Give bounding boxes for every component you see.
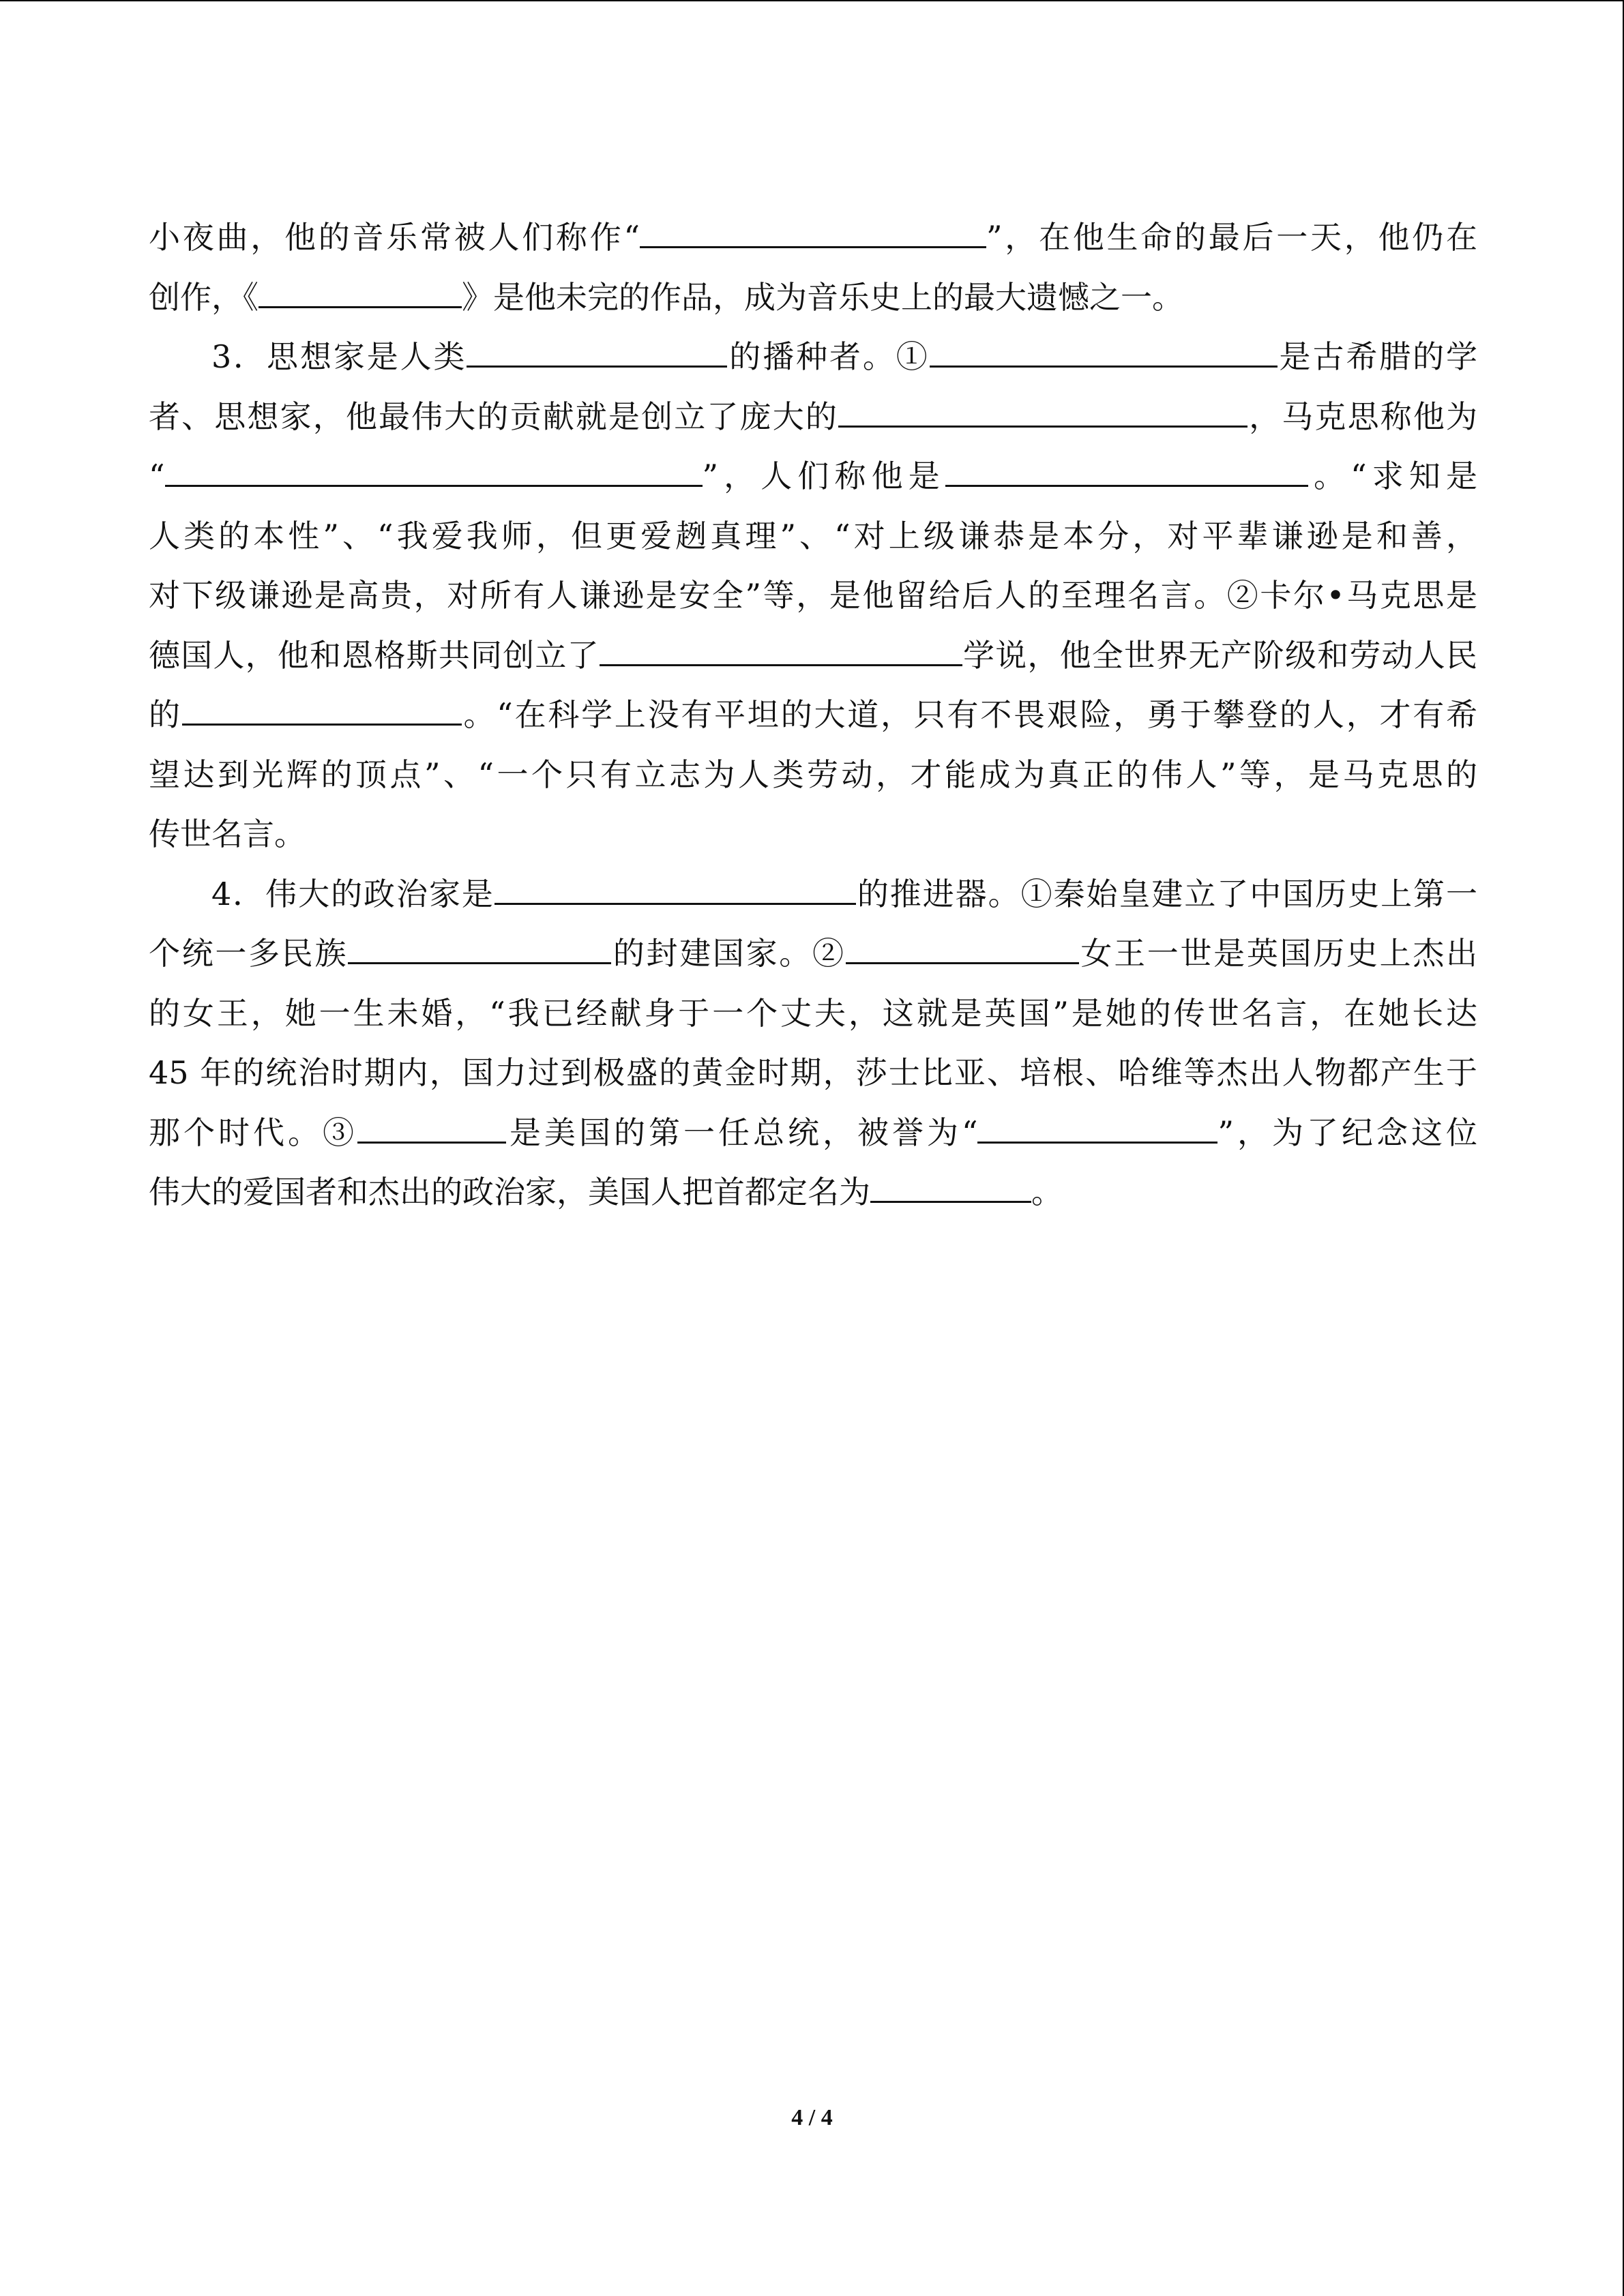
answer-blank[interactable] <box>182 689 462 726</box>
answer-blank[interactable] <box>348 928 611 964</box>
text-line: 小夜曲，他的音乐常被人们称作“ ”，在他生命的最后一天，他仍在 <box>149 208 1477 268</box>
answer-blank[interactable] <box>165 451 703 487</box>
answer-blank[interactable] <box>945 451 1308 487</box>
answer-blank[interactable] <box>467 331 727 368</box>
text-line: 传世名言。 <box>149 816 306 852</box>
page-number: 4 / 4 <box>791 2105 833 2130</box>
answer-blank[interactable] <box>977 1107 1217 1144</box>
text-line: 45 年的统治时期内，国力过到极盛的黄金时期，莎士比亚、培根、哈维等杰出人物都产生于 <box>149 1054 1477 1091</box>
answer-blank[interactable] <box>600 630 962 666</box>
worksheet-text <box>149 208 1477 1223</box>
answer-blank[interactable] <box>640 212 986 248</box>
answer-blank[interactable] <box>357 1107 506 1144</box>
answer-blank[interactable] <box>930 331 1278 368</box>
text-line: 那个时代。③ 是美国的第一任总统，被誉为“ ”，为了纪念这位 <box>149 1103 1477 1163</box>
text-line: 的女王，她一生未婚，“我已经献身于一个丈夫，这就是英国”是她的传世名言，在她长达 <box>149 994 1477 1032</box>
answer-blank[interactable] <box>838 391 1247 428</box>
text-line: 望达到光辉的顶点”、“一个只有立志为人类劳动，才能成为真正的伟人”等，是马克思的 <box>149 756 1477 793</box>
text-line: 德国人，他和恩格斯共同创立了 学说，他全世界无产阶级和劳动人民 <box>149 626 1477 686</box>
question-3-start: 3．思想家是人类 的播种者。① 是古希腊的学 <box>149 327 1477 387</box>
text-line: 人类的本性”、“我爱我师，但更爱趔真理”、“对上级谦恭是本分，对平辈谦逊是和善， <box>149 517 1477 554</box>
text-line: 对下级谦逊是高贵，对所有人谦逊是安全”等，是他留给后人的至理名言。②卡尔•马克思是 <box>149 577 1477 614</box>
text-line: “ ”，人们称他是 。“求知是 <box>149 447 1477 507</box>
text-line: 伟大的爱国者和杰出的政治家，美国人把首都定名为 。 <box>149 1163 1477 1223</box>
answer-blank[interactable] <box>846 928 1079 964</box>
question-4-start: 4．伟大的政治家是 的推进器。①秦始皇建立了中国历史上第一 <box>149 865 1477 925</box>
text-line: 创作，《 》是他未完的作品，成为音乐史上的最大遗憾之一。 <box>149 268 1477 328</box>
text-line: 的 。“在科学上没有平坦的大道，只有不畏艰险，勇于攀登的人，才有希 <box>149 685 1477 745</box>
answer-blank[interactable] <box>870 1167 1031 1203</box>
answer-blank[interactable] <box>494 869 856 905</box>
text-line: 者、思想家，他最伟大的贡献就是创立了庞大的 ，马克思称他为 <box>149 387 1477 447</box>
answer-blank[interactable] <box>259 272 462 308</box>
text-line: 个统一多民族 的封建国家。② 女王一世是英国历史上杰出 <box>149 924 1477 984</box>
